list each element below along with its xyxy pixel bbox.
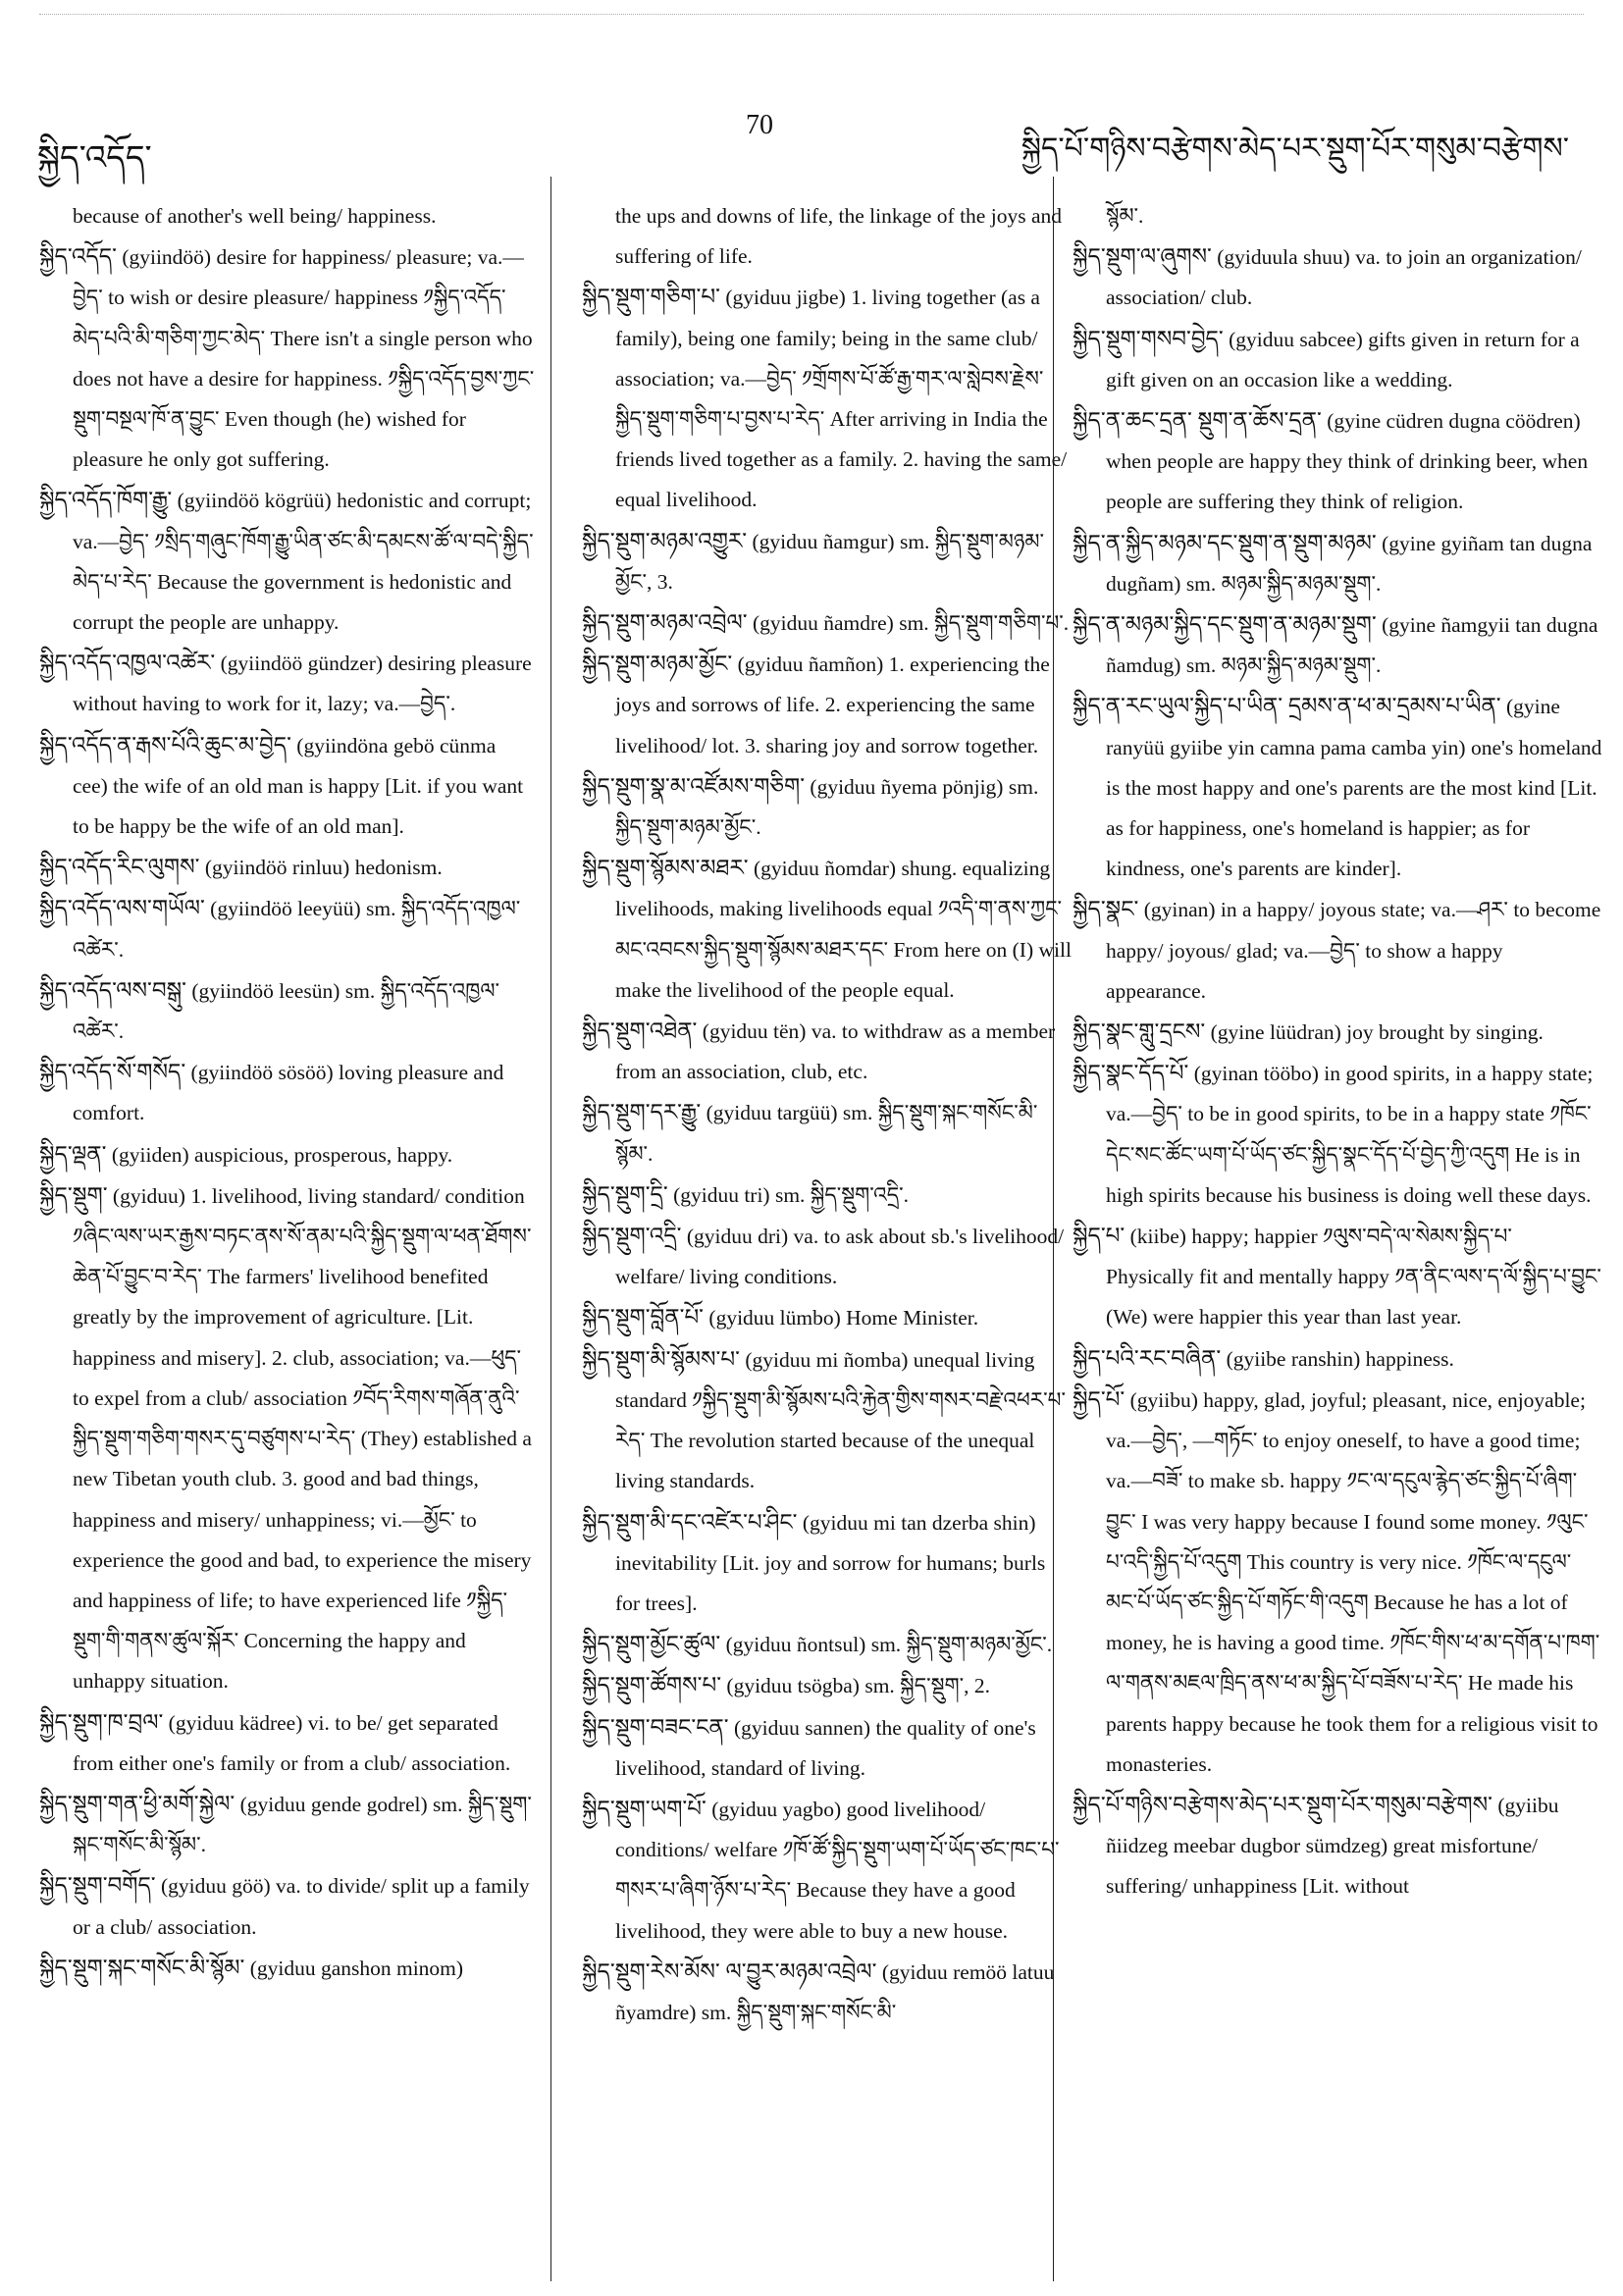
entry-transliteration: (kiibe) xyxy=(1129,1225,1186,1249)
entry-headword: སྐྱིད་སྡུག་མི་སྙོམས་པ་ xyxy=(582,1346,740,1372)
dictionary-entry xyxy=(1073,1053,1602,1216)
entry-headword: སྐྱིད་སྡུག་སྙོམས་མཐར་ xyxy=(582,856,749,881)
dictionary-entry xyxy=(1073,1785,1602,1907)
entry-definition: hedonism. xyxy=(354,856,443,880)
entry-definition: great misfortune/ suffering/ unhappiness [Lit. without xyxy=(1106,1834,1539,1899)
dictionary-entry xyxy=(1073,196,1602,236)
entry-definition: gifts given in return for a gift given on an occasion like a wedding. xyxy=(1106,327,1580,391)
entry-headword: སྐྱིད་སྡུག་ཡག་པོ་ xyxy=(582,1796,707,1821)
entry-headword: སྐྱིད་སྡུག་རེས་མོས་ ལ་བྱུར་མཉམ་འབྲེལ་ xyxy=(582,1958,877,1984)
dictionary-entry xyxy=(582,766,1073,848)
entry-transliteration: (gyiduu ñamgur) xyxy=(752,529,895,553)
entry-headword: སྐྱིད་འདོད་ xyxy=(39,244,117,270)
entry-definition: in a happy/ joyous state; va.—ཤར་ to become happy/ joyous/ glad; va.—བྱེད་ to show a happy appearance. xyxy=(1106,898,1601,1003)
entry-headword: སྐྱིད་སྡུག་བགོད་ xyxy=(39,1873,156,1899)
entry-transliteration: (gyiduu lümbo) xyxy=(708,1306,841,1331)
entry-transliteration: (gyiindöö rinluu) xyxy=(204,856,350,880)
dictionary-entry xyxy=(582,1011,1073,1092)
entry-headword: སྐྱིད་སྡུག་ལ་ཞུགས་ xyxy=(1073,244,1212,270)
entry-definition: hedonistic and corrupt; va.—བྱེད་ ༡སྲིད་གཞུང་ཁོག་རྒྱུ་ཡིན་ཙང་མི་དམངས་ཚོ་ལ་བདེ་སྐྱིད་མེད་པ་རེད་ Because the government is hedonistic and corrupt the people are unhappy. xyxy=(73,489,534,635)
dictionary-entry xyxy=(39,1052,535,1133)
entry-definition: sm. སྐྱིད་སྡུག་མཉམ་མྱོང་. xyxy=(870,1633,1053,1657)
entry-transliteration: (gyiduu ñamdre) xyxy=(752,611,894,636)
dictionary-entry xyxy=(582,1297,1073,1338)
entry-headword: སྐྱིད་འདོད་འཁྱལ་འཚེར་ xyxy=(39,651,216,676)
entry-definition: sm. སྐྱིད་སྡུག་མཉམ་མྱོང་, 3. xyxy=(615,529,1044,594)
entry-headword: སྐྱིད་འདོད་ལས་གཡོལ་ xyxy=(39,896,205,921)
entry-transliteration: (gyiduu remöö latuu ñyamdre) xyxy=(615,1959,1055,2024)
entry-definition: sm. སྐྱིད་སྡུག་གཅིག་པ་. xyxy=(899,611,1070,636)
dictionary-entry xyxy=(39,480,535,643)
entry-definition: shung. equalizing livelihoods, making livelihoods equal ༡འདི་ག་ནས་ཀྱང་མང་འབངས་སྐྱིད་སྡུག་སྙོམས་མཐར་དང་ From here on (I) will make the livelihood of the people equal. xyxy=(615,857,1072,1002)
entry-definition: sm. སྐྱིད་སྡུག་, 2. xyxy=(864,1674,991,1698)
entry-headword: སྐྱིད་ན་མཉམ་སྐྱིད་དང་སྡུག་ན་མཉམ་སྡུག་ xyxy=(1073,612,1377,638)
entry-definition: sm. སྐྱིད་སྡུག་འདྲི་. xyxy=(774,1182,910,1207)
dictionary-column-2 xyxy=(582,196,1073,2286)
entry-definition: happy, glad, joyful; pleasant, nice, enjoyable; va.—བྱེད་, —གཏོང་ to enjoy oneself, to have a good time; va.—བཟོ་ to make sb. happy ༡ང་ལ་དངུལ་རྙེད་ཙང་སྐྱིད་པོ་ཞིག་བྱུང་ I was very happy because I found some money. ༡ལུང་པ་འདི་སྐྱིད་པོ་འདུག This country is very nice. ༡ཁོང་ལ་དངུལ་མང་པོ་ཡོད་ཙང་སྐྱིད་པོ་གཏོང་གི་འདུག Because he has a lot of money, he is having a good time. ༡ཁོང་གིས་ཕ་མ་དགོན་པ་ཁག་ལ་གནས་མཇལ་ཁྲིད་ནས་ཕ་མ་སྐྱིད་པོ་བཟོས་པ་རེད་ He made his parents happy because he took them for a religious visit to monasteries. xyxy=(1106,1387,1600,1776)
entry-definition: the wife of an old man is happy [Lit. if you want to be happy be the wife of an old man]. xyxy=(73,773,524,839)
dictionary-entry xyxy=(582,644,1073,766)
dictionary-entry xyxy=(39,643,535,724)
entry-transliteration: (gyine cüdren dugna cöödren) xyxy=(1327,409,1581,434)
top-dotted-rule xyxy=(39,14,1584,15)
dictionary-entry xyxy=(582,1789,1073,1952)
entry-transliteration: (gyiduu kädree) xyxy=(168,1710,303,1735)
dictionary-entry xyxy=(39,1948,535,1989)
entry-definition: happy; happier ༡ལུས་བདེ་ལ་སེམས་སྐྱིད་པ་ Physically fit and mentally happy ༡ན་ནིང་ལས་ད་ལོ་སྐྱིད་པ་བྱུང་ (We) were happier this year than last year. xyxy=(1106,1225,1601,1330)
dictionary-entry xyxy=(582,1174,1073,1216)
dictionary-entry xyxy=(1073,319,1602,400)
entry-definition: Home Minister. xyxy=(846,1306,979,1331)
dictionary-entry xyxy=(582,848,1073,1011)
dictionary-entry xyxy=(582,196,1073,277)
entry-definition: because of another's well being/ happiness. xyxy=(73,204,437,228)
entry-definition: 1. experiencing the joys and sorrows of life. 2. experiencing the same livelihood/ lot. 3. sharing joy and sorrow together. xyxy=(615,652,1050,757)
entry-definition: sm. སྐྱིད་སྡུག་སྐང་གསོང་མི་སྙོམ་. xyxy=(615,1101,1038,1166)
entry-headword: སྐྱིད་ལྡན་ xyxy=(39,1141,107,1167)
entry-definition: va. to withdraw as a member from an association, club, etc. xyxy=(615,1019,1056,1084)
entry-transliteration: (gyine lüüdran) xyxy=(1210,1020,1341,1045)
dictionary-entry xyxy=(1073,400,1602,523)
entry-definition: good livelihood/ conditions/ welfare ༡ཁོ་ཚོ་སྐྱིད་སྡུག་ཡག་པོ་ཡོད་ཙང་ཁང་པ་གསར་པ་ཞིག་ཉོས་པ་རེད་ Because they have a good livelihood, they were able to buy a new house. xyxy=(615,1797,1060,1943)
entry-headword: སྐྱིད་སྡུག་དར་རྒྱུ་ xyxy=(582,1100,702,1125)
entry-headword: སྐྱིད་སྡུག་གཅིག་པ་ xyxy=(582,285,720,310)
entry-definition: sm. སྐྱིད་འདོད་འཁྱལ་འཚེར་. xyxy=(73,897,521,962)
dictionary-entry xyxy=(582,277,1073,520)
entry-definition: sm. སྐྱིད་སྡུག་སྐང་གསོང་མི་ xyxy=(701,2000,897,2024)
entry-headword: སྐྱིད་སྡུག་བཟང་ངན་ xyxy=(582,1714,729,1740)
dictionary-entry xyxy=(582,1216,1073,1297)
dictionary-entry xyxy=(1073,1380,1602,1785)
dictionary-entry xyxy=(39,1134,535,1175)
dictionary-entry xyxy=(39,1702,535,1784)
entry-headword: སྐྱིད་སྡུག་འདྲི་ xyxy=(582,1224,682,1249)
entry-transliteration: (gyiduu mi tan dzerba shin) xyxy=(802,1510,1036,1535)
entry-definition: happiness. xyxy=(1365,1346,1454,1371)
dictionary-entry xyxy=(1073,604,1602,686)
entry-transliteration: (gyiindöö sösöö) xyxy=(190,1061,334,1085)
entry-transliteration: (gyiindöö leesün) xyxy=(191,978,340,1003)
entry-definition: sm. མཉམ་སྐྱིད་མཉམ་སྡུག་. xyxy=(1185,653,1382,678)
entry-definition: joy brought by singing. xyxy=(1346,1020,1544,1045)
entry-transliteration: (gyiduula shuu) xyxy=(1217,245,1350,270)
entry-headword: སྐྱིད་ན་རང་ཡུལ་སྐྱིད་པ་ཡིན་ དྲམས་ན་ཕ་མ་དྲམས་པ་ཡིན་ xyxy=(1073,694,1501,719)
running-head-right: སྐྱིད་པོ་གཉིས་བརྩེགས་མེད་པར་སྡུག་པོར་གསུམ་བརྩེགས་ xyxy=(1021,132,1569,165)
entry-transliteration: (gyiduu ñamñon) xyxy=(737,652,884,677)
column-divider xyxy=(550,177,551,2281)
entry-headword: སྐྱིད་ན་ཆང་དྲན་ སྡུག་ན་ཆོས་དྲན་ xyxy=(1073,408,1322,434)
entry-headword: སྐྱིད་སྡུག་སྐང་གསོང་མི་སྙོམ་ xyxy=(39,1955,245,1980)
entry-transliteration: (gyiduu ganshon minom) xyxy=(249,1956,464,1980)
entry-headword: སྐྱིད་ན་སྐྱིད་མཉམ་དང་སྡུག་ན་སྡུག་མཉམ་ xyxy=(1073,530,1377,555)
entry-definition: desiring pleasure without having to work for it, lazy; va.—བྱེད་. xyxy=(73,652,532,716)
entry-headword: སྐྱིད་པོ་ xyxy=(1073,1386,1126,1412)
entry-definition: sm. སྐྱིད་སྡུག་མཉམ་མྱོང་. xyxy=(615,774,1039,840)
entry-transliteration: (gyine ñamgyii tan dugna ñamdug) xyxy=(1106,613,1598,678)
dictionary-entry xyxy=(1073,236,1602,318)
entry-transliteration: (gyiindöö) xyxy=(122,245,212,270)
entry-definition: loving pleasure and comfort. xyxy=(73,1061,504,1125)
entry-transliteration: (gyiduu) xyxy=(112,1183,185,1208)
entry-headword: སྐྱིད་སྡུག་བློན་པོ་ xyxy=(582,1305,705,1331)
entry-headword: སྐྱིད་སྡུག་མཉམ་མྱོང་ xyxy=(582,652,733,677)
entry-headword: སྐྱིད་སྣང་དོད་པོ་ xyxy=(1073,1061,1189,1086)
entry-transliteration: (gyiduu jigbe) xyxy=(725,286,846,310)
entry-definition: va. to join an organization/ association/ club. xyxy=(1106,245,1582,310)
entry-headword: སྐྱིད་སྡུག་གསབ་བྱེད་ xyxy=(1073,326,1224,351)
entry-headword: སྐྱིད་པའི་རང་བཞིན་ xyxy=(1073,1345,1222,1371)
entry-transliteration: (gyiduu yagbo) xyxy=(711,1797,842,1821)
entry-headword: སྐྱིད་པོ་གཉིས་བརྩེགས་མེད་པར་སྡུག་པོར་གསུམ་བརྩེགས་ xyxy=(1073,1792,1492,1817)
dictionary-column-3 xyxy=(1073,196,1602,2286)
entry-transliteration: (gyiduu gende godrel) xyxy=(239,1792,428,1816)
entry-transliteration: (gyiibu) xyxy=(1129,1387,1198,1412)
entry-transliteration: (gyiduu ñyema pönjig) xyxy=(810,774,1004,799)
dictionary-entry xyxy=(582,1707,1073,1789)
entry-transliteration: (gyiduu tën) xyxy=(702,1019,807,1044)
entry-definition: 1. livelihood, living standard/ condition ༡ཞིང་ལས་ཡར་རྒྱས་བཏང་ནས་སོ་ནམ་པའི་སྐྱིད་སྡུག་ལ་ཕན་ཐོགས་ཆེན་པོ་བྱུང་བ་རེད་ The farmers' livelihood benefited greatly by the improvement of agriculture. [Lit. happiness and misery]. 2. club, association; va.—ཕུད་ to expel from a club/ association ༡བོད་རིགས་གཞོན་ནུའི་སྐྱིད་སྡུག་གཅིག་གསར་དུ་བཙུགས་པ་རེད་ (They) established a new Tibetan youth club. 3. good and bad things, happiness and misery/ unhappiness; vi.—མྱོང་ to experience the good and bad, to experience the misery and happiness of life; to have experienced life ༡སྐྱིད་སྡུག་གི་གནས་ཚུལ་སྐོར་ Concerning the happy and unhappy situation. xyxy=(73,1183,532,1694)
entry-headword: སྐྱིད་སྡུག་མྱོང་ཚུལ་ xyxy=(582,1632,721,1657)
dictionary-entry xyxy=(1073,889,1602,1012)
entry-headword: སྐྱིད་སྡུག་མི་དང་འཛེར་པ་ཤིང་ xyxy=(582,1509,798,1535)
entry-transliteration: (gyiduu tsögba) xyxy=(726,1674,860,1698)
entry-transliteration: (gyine ranyüü gyiibe yin camna pama camba yin) xyxy=(1106,695,1560,759)
dictionary-entry xyxy=(39,847,535,888)
entry-transliteration: (gyiduu ñontsul) xyxy=(725,1633,866,1657)
entry-headword: སྐྱིད་སྡུག་མཉམ་འགྱུར་ xyxy=(582,528,748,553)
entry-transliteration: (gyinan) xyxy=(1143,898,1216,922)
entry-headword: སྐྱིད་པ་ xyxy=(1073,1224,1126,1249)
entry-headword: སྐྱིད་འདོད་ལས་བསྒུ་ xyxy=(39,977,186,1003)
dictionary-entry xyxy=(39,236,535,480)
entry-transliteration: (gyiduu sannen) xyxy=(733,1715,871,1740)
entry-transliteration: (gyiduu dri) xyxy=(686,1225,789,1249)
entry-transliteration: (gyine gyiñam tan dugna dugñam) xyxy=(1106,531,1593,596)
dictionary-entry xyxy=(39,888,535,969)
entry-definition: sm. སྐྱིད་སྡུག་སྐང་གསོང་མི་སྙོམ་. xyxy=(73,1792,532,1857)
entry-headword: སྐྱིད་སྣང་ xyxy=(1073,897,1139,922)
entry-headword: སྐྱིད་སྡུག་དྲི་ xyxy=(582,1181,668,1207)
entry-transliteration: (gyiduu targüü) xyxy=(706,1101,838,1125)
entry-transliteration: (gyinan tööbo) xyxy=(1193,1062,1319,1086)
dictionary-entry xyxy=(582,1952,1073,2033)
entry-definition: when people are happy they think of drinking beer, when people are suffering they think of religion. xyxy=(1106,449,1589,514)
entry-definition: the quality of one's livelihood, standard of living. xyxy=(615,1715,1036,1780)
dictionary-entry xyxy=(39,1865,535,1947)
entry-headword: སྐྱིད་སྡུག་སྣ་མ་འཛོམས་གཅིག་ xyxy=(582,773,806,799)
entry-transliteration: (gyiduu sabcee) xyxy=(1229,327,1363,351)
page-number: 70 xyxy=(746,110,773,140)
dictionary-entry xyxy=(582,602,1073,644)
entry-headword: སྐྱིད་སྡུག་གན་ཕྱི་མགོ་སྐྱེལ་ xyxy=(39,1791,236,1816)
running-head-left: སྐྱིད་འདོད་ xyxy=(37,140,152,177)
entry-headword: སྐྱིད་འདོད་ཁོག་རྒྱུ་ xyxy=(39,488,173,513)
entry-definition: unequal living standard ༡སྐྱིད་སྡུག་མི་སྙོམས་པའི་རྐྱེན་གྱིས་གསར་བརྗེ་འཕར་པ་རེད་ The revolution started because of the unequal living standards. xyxy=(615,1347,1066,1493)
entry-definition: 1. living together (as a family), being one family; being in the same club/ association; va.—བྱེད་ ༡གྲོགས་པོ་ཚོ་རྒྱ་གར་ལ་སླེབས་རྗེས་སྐྱིད་སྡུག་གཅིག་པ་བྱས་པ་རེད་ After arriving in India the friends lived together as a family. 2. having the same/ equal livelihood. xyxy=(615,286,1068,512)
entry-transliteration: (gyiibe ranshin) xyxy=(1226,1346,1361,1371)
dictionary-entry xyxy=(582,1665,1073,1706)
entry-definition: vi. to be/ get separated from either one's family or from a club/ association. xyxy=(73,1710,511,1775)
dictionary-entry xyxy=(39,1175,535,1702)
dictionary-entry xyxy=(582,521,1073,602)
dictionary-entry xyxy=(1073,1338,1602,1380)
entry-headword: སྐྱིད་སྣང་གླུ་དྲངས་ xyxy=(1073,1019,1206,1045)
dictionary-entry xyxy=(582,1502,1073,1625)
entry-definition: va. to divide/ split up a family or a club/ association. xyxy=(73,1874,530,1939)
entry-headword: སྐྱིད་སྡུག་ཁ་བྲལ་ xyxy=(39,1709,164,1735)
entry-transliteration: (gyiibu ñiidzeg meebar dugbor sümdzeg) xyxy=(1106,1793,1559,1858)
dictionary-entry xyxy=(582,1339,1073,1502)
entry-transliteration: (gyiindöna gebö cünma cee) xyxy=(73,733,497,798)
entry-definition: the ups and downs of life, the linkage of the joys and suffering of life. xyxy=(615,204,1062,269)
entry-definition: one's homeland is the most happy and one's parents are the most kind [Lit. as for happiness, one's homeland is happier; as for kindness, one's parents are kinder]. xyxy=(1106,735,1602,881)
entry-definition: sm. སྐྱིད་འདོད་འཁྱལ་འཚེར་. xyxy=(73,978,500,1044)
entry-headword: སྐྱིད་སྡུག་ xyxy=(39,1182,108,1208)
dictionary-entry xyxy=(1073,1012,1602,1053)
entry-headword: སྐྱིད་སྡུག་ཚོགས་པ་ xyxy=(582,1673,722,1698)
entry-definition: in good spirits, in a happy state; va.—བྱེད་ to be in good spirits, to be in a happy state ༡ཁོང་དེང་སང་ཚོང་ཡག་པོ་ཡོད་ཙང་སྐྱིད་སྣང་དོད་པོ་བྱེད་ཀྱི་འདུག He is in high spirits because his business is doing well these days. xyxy=(1106,1062,1594,1207)
dictionary-entry xyxy=(39,196,535,236)
entry-transliteration: (gyiindöö leeyüü) xyxy=(210,897,361,921)
entry-headword: སྐྱིད་སྡུག་མཉམ་འབྲེལ་ xyxy=(582,610,748,636)
entry-transliteration: (gyiindöö kögrüü) xyxy=(177,489,332,513)
entry-transliteration: (gyiindöö gündzer) xyxy=(220,652,384,676)
dictionary-entry xyxy=(582,1092,1073,1174)
dictionary-entry xyxy=(39,1784,535,1865)
dictionary-entry xyxy=(39,725,535,848)
entry-headword: སྐྱིད་འདོད་ན་རྒས་པོའི་ཆུང་མ་བྱེད་ xyxy=(39,732,291,757)
entry-definition: སྙོམ་. xyxy=(1106,204,1144,228)
entry-definition: va. to ask about sb.'s livelihood/ welfare/ living conditions. xyxy=(615,1225,1065,1289)
dictionary-entry xyxy=(1073,1216,1602,1338)
dictionary-entry xyxy=(1073,686,1602,889)
entry-transliteration: (gyiduu ñomdar) xyxy=(753,857,897,881)
dictionary-entry xyxy=(39,970,535,1052)
entry-transliteration: (gyiduu tri) xyxy=(673,1182,770,1207)
entry-transliteration: (gyiduu göö) xyxy=(161,1874,271,1899)
entry-headword: སྐྱིད་སྡུག་འཐེན་ xyxy=(582,1018,698,1044)
entry-definition: sm. མཉམ་སྐྱིད་མཉམ་སྡུག་. xyxy=(1185,571,1382,596)
entry-transliteration: (gyiiden) xyxy=(111,1142,189,1167)
dictionary-column-1 xyxy=(39,196,535,2286)
entry-transliteration: (gyiduu mi ñomba) xyxy=(745,1347,909,1372)
entry-headword: སྐྱིད་འདོད་སོ་གསོད་ xyxy=(39,1060,186,1085)
entry-definition: inevitability [Lit. joy and sorrow for humans; burls for trees]. xyxy=(615,1550,1046,1615)
dictionary-entry xyxy=(582,1624,1073,1665)
entry-definition: auspicious, prosperous, happy. xyxy=(194,1142,453,1167)
entry-definition: desire for happiness/ pleasure; va.—བྱེད་ to wish or desire pleasure/ happiness ༡སྐྱིད་འདོད་མེད་པའི་མི་གཅིག་ཀྱང་མེད་ There isn't a single person who does not have a desire for happiness. ༡སྐྱིད་འདོད་བྱས་ཀྱང་སྡུག་བསྔལ་ཁོ་ན་བྱུང་ Even though (he) wished for pleasure he only got suffering. xyxy=(73,245,535,472)
dictionary-entry xyxy=(1073,523,1602,604)
entry-headword: སྐྱིད་འདོད་རིང་ལུགས་ xyxy=(39,855,200,880)
